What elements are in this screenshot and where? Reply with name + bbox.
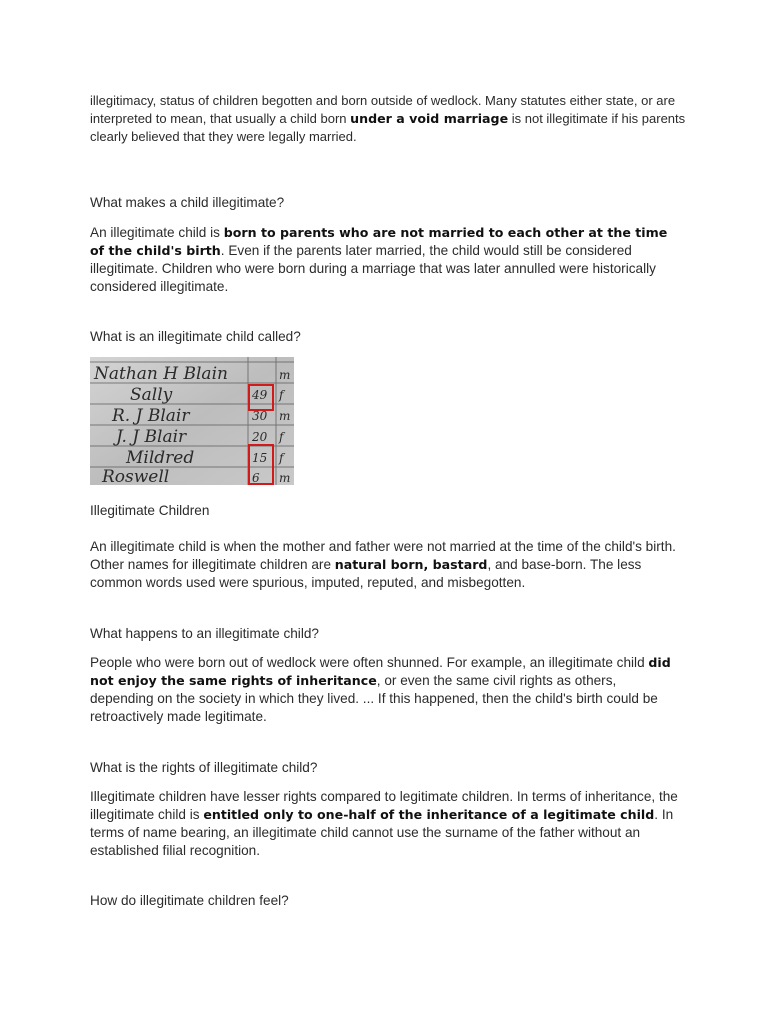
answer-3-bold: did not enjoy the same rights of inheritance: [90, 655, 671, 688]
census-name-4: Mildred: [126, 448, 195, 468]
answer-4-bold: entitled only to one-half of the inheritance of a legitimate child: [203, 807, 655, 822]
census-age-5: 6: [252, 471, 260, 485]
answer-3-text-1: People who were born out of wedlock were often shunned. For example, an illegitimate child: [90, 655, 649, 670]
census-name-1: Sally: [130, 385, 173, 405]
question-1: What makes a child illegitimate?: [90, 195, 285, 210]
image-caption: Illegitimate Children: [90, 503, 210, 518]
intro-bold: under a void marriage: [350, 111, 509, 126]
answer-1-bold: born to parents who are not married to each other at the time of the child's birth: [90, 225, 668, 258]
answer-2-text-2: , and base-born. The less common words used were spurious, imputed, reputed, and misbegotten.: [90, 557, 642, 590]
answer-1-text-2: . Even if the parents later married, the child would still be considered illegitimate. Children who were born during a marriage that was later annulled were historically considered illegitimate.: [90, 243, 656, 294]
census-age-3: 20: [252, 430, 268, 444]
question-5: How do illegitimate children feel?: [90, 893, 289, 908]
intro-text-2: is not illegitimate if his parents clearly believed that they were legally married.: [90, 111, 686, 144]
census-record-image: [90, 357, 294, 485]
census-sex-4: f: [279, 451, 284, 465]
census-sex-1: f: [279, 388, 284, 402]
census-sex-2: m: [279, 409, 291, 423]
intro-text-1: illegitimacy, status of children begotten and born outside of wedlock. Many statutes either state, or are interpreted to mean, that usually a child born: [90, 93, 676, 126]
answer-4: [90, 788, 682, 860]
census-record-svg: [90, 357, 294, 485]
census-age-4: 15: [252, 451, 268, 465]
census-name-3: J. J Blair: [116, 427, 187, 447]
answer-3: [90, 654, 682, 726]
census-name-0: Nathan H Blain: [94, 364, 228, 384]
question-4: What is the rights of illegitimate child?: [90, 760, 318, 775]
question-2: What is an illegitimate child called?: [90, 329, 301, 344]
answer-2-bold: natural born, bastard: [334, 557, 488, 572]
answer-2: [90, 538, 680, 592]
intro-paragraph: [90, 92, 690, 146]
census-age-1: 49: [252, 388, 268, 402]
answer-1: [90, 224, 680, 296]
question-3: What happens to an illegitimate child?: [90, 626, 319, 641]
census-sex-0: m: [279, 368, 291, 382]
answer-2-text-1: An illegitimate child is when the mother and father were not married at the time of the child's birth. Other names for illegitimate children are: [90, 539, 676, 572]
census-name-2: R. J Blair: [112, 406, 190, 426]
answer-1-text-1: An illegitimate child is: [90, 225, 224, 240]
answer-4-text-2: . In terms of name bearing, an illegitimate child cannot use the surname of the father without an established filial recognition.: [90, 807, 674, 858]
answer-4-text-1: Illegitimate children have lesser rights compared to legitimate children. In terms of inheritance, the illegitimate child is: [90, 789, 678, 822]
census-name-5: Roswell: [102, 467, 170, 485]
census-age-2: 30: [252, 409, 268, 423]
census-sex-5: m: [279, 471, 291, 485]
census-sex-3: f: [279, 430, 284, 444]
answer-3-text-2: , or even the same civil rights as others, depending on the society in which they lived. ... If this happened, then the child's birth could be retroactively made legitimate.: [90, 673, 658, 724]
